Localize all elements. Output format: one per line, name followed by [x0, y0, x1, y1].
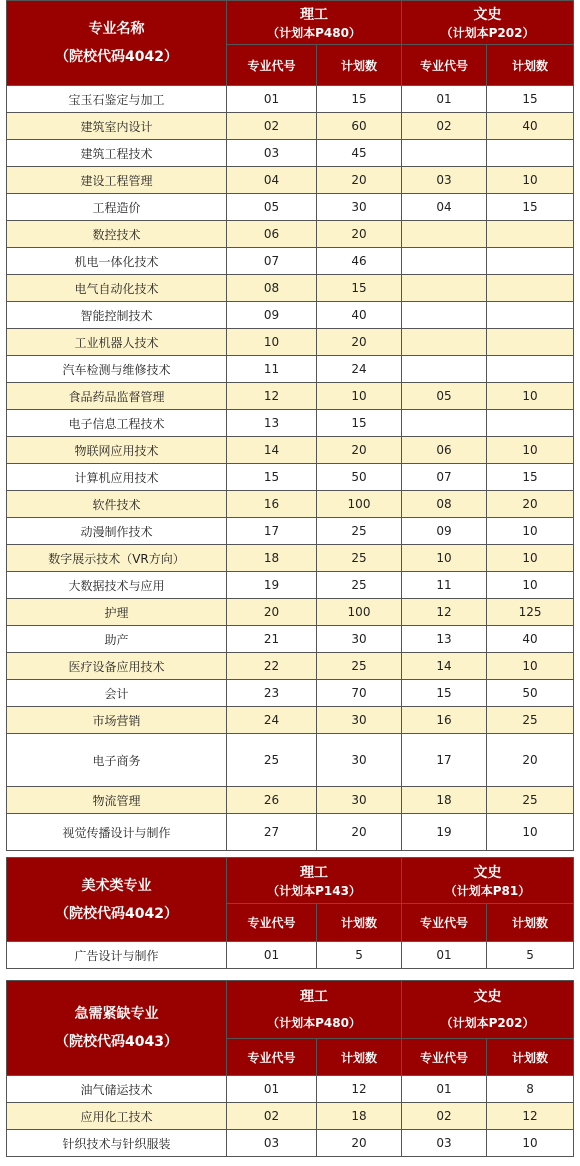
- arts-code-cell: 11: [402, 572, 487, 599]
- science-count-cell: 20: [317, 814, 402, 851]
- major-name-cell: 医疗设备应用技术: [7, 653, 227, 680]
- major-name-header: [7, 981, 227, 1076]
- major-name-cell: 建筑室内设计: [7, 113, 227, 140]
- science-count-cell: 5: [317, 942, 402, 969]
- table-row: [7, 599, 574, 626]
- arts-count-cell: 10: [487, 545, 574, 572]
- header-title: 美术类专业: [81, 877, 152, 894]
- arts-count-cell: 10: [487, 437, 574, 464]
- arts-code-cell: [402, 221, 487, 248]
- science-code-cell: 03: [227, 140, 317, 167]
- major-name-cell: 工程造价: [7, 194, 227, 221]
- group-header-arts: [402, 858, 574, 904]
- arts-count-cell: [487, 410, 574, 437]
- major-name-cell: 市场营销: [7, 707, 227, 734]
- arts-count-cell: 15: [487, 86, 574, 113]
- science-code-cell: 05: [227, 194, 317, 221]
- arts-code-cell: [402, 356, 487, 383]
- group-plan: （计划本P81）: [444, 884, 531, 898]
- science-count-cell: 70: [317, 680, 402, 707]
- arts-count-cell: 40: [487, 113, 574, 140]
- table-row: [7, 572, 574, 599]
- group-header-science: [227, 858, 402, 904]
- arts-code-cell: 03: [402, 1130, 487, 1157]
- science-count-cell: 15: [317, 275, 402, 302]
- group-name: 理工: [300, 7, 328, 23]
- group-header-arts: [402, 1, 574, 45]
- major-name-cell: 软件技术: [7, 491, 227, 518]
- science-code-cell: 16: [227, 491, 317, 518]
- major-name-header: [7, 858, 227, 942]
- sub-header-code: 专业代号: [227, 1039, 317, 1076]
- table-row: [7, 814, 574, 851]
- science-count-cell: 25: [317, 545, 402, 572]
- science-count-cell: 30: [317, 626, 402, 653]
- major-name-cell: 视觉传播设计与制作: [7, 814, 227, 851]
- table-row: [7, 86, 574, 113]
- sub-header-count: 计划数: [487, 904, 574, 942]
- arts-code-cell: 05: [402, 383, 487, 410]
- science-code-cell: 13: [227, 410, 317, 437]
- science-code-cell: 10: [227, 329, 317, 356]
- arts-count-cell: 12: [487, 1103, 574, 1130]
- arts-code-cell: 06: [402, 437, 487, 464]
- sub-header-code: 专业代号: [402, 45, 487, 86]
- science-count-cell: 15: [317, 86, 402, 113]
- sub-header-count: 计划数: [487, 45, 574, 86]
- group-name: 理工: [300, 988, 328, 1005]
- sub-header-count: 计划数: [317, 904, 402, 942]
- arts-code-cell: [402, 302, 487, 329]
- sub-header-code: 专业代号: [402, 1039, 487, 1076]
- arts-count-cell: [487, 221, 574, 248]
- table-row: [7, 356, 574, 383]
- science-code-cell: 04: [227, 167, 317, 194]
- science-count-cell: 45: [317, 140, 402, 167]
- major-name-header: [7, 1, 227, 86]
- arts-code-cell: 14: [402, 653, 487, 680]
- group-header-science: [227, 1, 402, 45]
- science-code-cell: 15: [227, 464, 317, 491]
- science-count-cell: 24: [317, 356, 402, 383]
- table-row: [7, 653, 574, 680]
- arts-code-cell: 04: [402, 194, 487, 221]
- table-row: [7, 1130, 574, 1157]
- arts-code-cell: 01: [402, 942, 487, 969]
- arts-count-cell: 10: [487, 1130, 574, 1157]
- major-name-cell: 工业机器人技术: [7, 329, 227, 356]
- science-code-cell: 18: [227, 545, 317, 572]
- group-plan: （计划本P202）: [440, 1015, 535, 1030]
- arts-count-cell: 50: [487, 680, 574, 707]
- science-code-cell: 01: [227, 1076, 317, 1103]
- science-code-cell: 19: [227, 572, 317, 599]
- arts-count-cell: 25: [487, 787, 574, 814]
- science-count-cell: 25: [317, 518, 402, 545]
- table-row: [7, 942, 574, 969]
- sub-header-count: 计划数: [487, 1039, 574, 1076]
- arts-code-cell: [402, 275, 487, 302]
- arts-code-cell: 03: [402, 167, 487, 194]
- science-count-cell: 46: [317, 248, 402, 275]
- arts-code-cell: [402, 329, 487, 356]
- science-count-cell: 30: [317, 707, 402, 734]
- major-name-cell: 建设工程管理: [7, 167, 227, 194]
- table-body: [7, 942, 574, 969]
- arts-code-cell: 01: [402, 86, 487, 113]
- major-name-cell: 建筑工程技术: [7, 140, 227, 167]
- arts-count-cell: [487, 302, 574, 329]
- science-code-cell: 11: [227, 356, 317, 383]
- science-count-cell: 100: [317, 599, 402, 626]
- arts-code-cell: 15: [402, 680, 487, 707]
- science-count-cell: 20: [317, 221, 402, 248]
- major-name-cell: 物流管理: [7, 787, 227, 814]
- major-name-cell: 数控技术: [7, 221, 227, 248]
- science-code-cell: 03: [227, 1130, 317, 1157]
- science-count-cell: 18: [317, 1103, 402, 1130]
- table-row: [7, 329, 574, 356]
- header-school-code: （院校代码4042）: [55, 905, 178, 922]
- table-row: [7, 113, 574, 140]
- science-code-cell: 23: [227, 680, 317, 707]
- science-code-cell: 07: [227, 248, 317, 275]
- header-title: 专业名称: [88, 21, 145, 37]
- sub-header-count: 计划数: [317, 45, 402, 86]
- enrollment-table-art: [6, 857, 574, 969]
- science-count-cell: 25: [317, 572, 402, 599]
- major-name-cell: 电子商务: [7, 734, 227, 787]
- science-count-cell: 30: [317, 734, 402, 787]
- science-code-cell: 17: [227, 518, 317, 545]
- table-row: [7, 626, 574, 653]
- science-count-cell: 15: [317, 410, 402, 437]
- arts-code-cell: 12: [402, 599, 487, 626]
- arts-count-cell: 10: [487, 383, 574, 410]
- arts-code-cell: 08: [402, 491, 487, 518]
- science-code-cell: 24: [227, 707, 317, 734]
- table-row: [7, 437, 574, 464]
- table-row: [7, 464, 574, 491]
- arts-count-cell: 15: [487, 464, 574, 491]
- group-header-arts: [402, 981, 574, 1039]
- major-name-cell: 汽车检测与维修技术: [7, 356, 227, 383]
- science-count-cell: 50: [317, 464, 402, 491]
- science-code-cell: 02: [227, 113, 317, 140]
- table-row: [7, 140, 574, 167]
- science-code-cell: 21: [227, 626, 317, 653]
- arts-code-cell: [402, 410, 487, 437]
- major-name-cell: 物联网应用技术: [7, 437, 227, 464]
- header-school-code: （院校代码4043）: [55, 1034, 178, 1050]
- major-name-cell: 机电一体化技术: [7, 248, 227, 275]
- table-row: [7, 167, 574, 194]
- table-row: [7, 410, 574, 437]
- science-code-cell: 25: [227, 734, 317, 787]
- science-code-cell: 26: [227, 787, 317, 814]
- group-name: 理工: [300, 865, 328, 881]
- arts-count-cell: 5: [487, 942, 574, 969]
- arts-count-cell: 10: [487, 572, 574, 599]
- sub-header-code: 专业代号: [227, 904, 317, 942]
- arts-code-cell: 19: [402, 814, 487, 851]
- enrollment-table-main: [6, 0, 574, 851]
- arts-count-cell: 20: [487, 491, 574, 518]
- science-count-cell: 12: [317, 1076, 402, 1103]
- major-name-cell: 智能控制技术: [7, 302, 227, 329]
- science-code-cell: 08: [227, 275, 317, 302]
- table-row: [7, 275, 574, 302]
- arts-count-cell: [487, 329, 574, 356]
- table-row: [7, 787, 574, 814]
- science-count-cell: 100: [317, 491, 402, 518]
- table-row: [7, 383, 574, 410]
- enrollment-table-urgent: [6, 980, 574, 1157]
- major-name-cell: 助产: [7, 626, 227, 653]
- arts-code-cell: 10: [402, 545, 487, 572]
- group-header-science: [227, 981, 402, 1039]
- major-name-cell: 电气自动化技术: [7, 275, 227, 302]
- science-code-cell: 01: [227, 86, 317, 113]
- arts-count-cell: 10: [487, 653, 574, 680]
- sub-header-code: 专业代号: [227, 45, 317, 86]
- group-name: 文史: [473, 7, 502, 23]
- major-name-cell: 食品药品监督管理: [7, 383, 227, 410]
- table-row: [7, 734, 574, 787]
- science-count-cell: 30: [317, 787, 402, 814]
- major-name-cell: 电子信息工程技术: [7, 410, 227, 437]
- science-code-cell: 27: [227, 814, 317, 851]
- major-name-cell: 大数据技术与应用: [7, 572, 227, 599]
- science-count-cell: 60: [317, 113, 402, 140]
- header-school-code: （院校代码4042）: [55, 49, 178, 65]
- arts-code-cell: 02: [402, 1103, 487, 1130]
- table-row: [7, 1103, 574, 1130]
- arts-count-cell: [487, 140, 574, 167]
- table-row: [7, 545, 574, 572]
- major-name-cell: 护理: [7, 599, 227, 626]
- major-name-cell: 针织技术与针织服装: [7, 1130, 227, 1157]
- arts-count-cell: [487, 248, 574, 275]
- group-name: 文史: [473, 988, 502, 1005]
- arts-count-cell: 10: [487, 814, 574, 851]
- arts-code-cell: 16: [402, 707, 487, 734]
- major-name-cell: 会计: [7, 680, 227, 707]
- sub-header-code: 专业代号: [402, 904, 487, 942]
- science-count-cell: 20: [317, 1130, 402, 1157]
- science-count-cell: 20: [317, 167, 402, 194]
- arts-count-cell: [487, 275, 574, 302]
- major-name-cell: 应用化工技术: [7, 1103, 227, 1130]
- major-name-cell: 油气储运技术: [7, 1076, 227, 1103]
- arts-count-cell: 40: [487, 626, 574, 653]
- arts-count-cell: 125: [487, 599, 574, 626]
- group-plan: （计划本P480）: [267, 26, 361, 40]
- table-row: [7, 248, 574, 275]
- science-count-cell: 20: [317, 329, 402, 356]
- arts-count-cell: 10: [487, 518, 574, 545]
- major-name-cell: 动漫制作技术: [7, 518, 227, 545]
- table-row: [7, 680, 574, 707]
- table-row: [7, 1076, 574, 1103]
- group-plan: （计划本P202）: [440, 26, 535, 40]
- arts-code-cell: 18: [402, 787, 487, 814]
- arts-count-cell: 25: [487, 707, 574, 734]
- science-code-cell: 09: [227, 302, 317, 329]
- arts-count-cell: 10: [487, 167, 574, 194]
- table-row: [7, 707, 574, 734]
- header-title: 急需紧缺专业: [74, 1006, 159, 1022]
- table-row: [7, 518, 574, 545]
- science-code-cell: 06: [227, 221, 317, 248]
- table-row: [7, 221, 574, 248]
- arts-count-cell: [487, 356, 574, 383]
- arts-code-cell: [402, 248, 487, 275]
- table-row: [7, 302, 574, 329]
- arts-code-cell: [402, 140, 487, 167]
- table-row: [7, 194, 574, 221]
- arts-code-cell: 09: [402, 518, 487, 545]
- science-count-cell: 25: [317, 653, 402, 680]
- group-plan: （计划本P143）: [267, 884, 361, 898]
- table-row: [7, 491, 574, 518]
- group-name: 文史: [473, 865, 502, 881]
- science-code-cell: 20: [227, 599, 317, 626]
- arts-count-cell: 15: [487, 194, 574, 221]
- science-code-cell: 02: [227, 1103, 317, 1130]
- major-name-cell: 广告设计与制作: [7, 942, 227, 969]
- major-name-cell: 数字展示技术（VR方向）: [7, 545, 227, 572]
- science-count-cell: 30: [317, 194, 402, 221]
- arts-count-cell: 20: [487, 734, 574, 787]
- group-plan: （计划本P480）: [267, 1015, 361, 1030]
- science-count-cell: 20: [317, 437, 402, 464]
- arts-code-cell: 02: [402, 113, 487, 140]
- arts-code-cell: 01: [402, 1076, 487, 1103]
- arts-code-cell: 17: [402, 734, 487, 787]
- arts-code-cell: 07: [402, 464, 487, 491]
- major-name-cell: 宝玉石鉴定与加工: [7, 86, 227, 113]
- science-count-cell: 10: [317, 383, 402, 410]
- science-code-cell: 12: [227, 383, 317, 410]
- science-count-cell: 40: [317, 302, 402, 329]
- science-code-cell: 22: [227, 653, 317, 680]
- major-name-cell: 计算机应用技术: [7, 464, 227, 491]
- table-body: [7, 86, 574, 851]
- arts-code-cell: 13: [402, 626, 487, 653]
- sub-header-count: 计划数: [317, 1039, 402, 1076]
- table-body: [7, 1076, 574, 1157]
- science-code-cell: 01: [227, 942, 317, 969]
- arts-count-cell: 8: [487, 1076, 574, 1103]
- science-code-cell: 14: [227, 437, 317, 464]
